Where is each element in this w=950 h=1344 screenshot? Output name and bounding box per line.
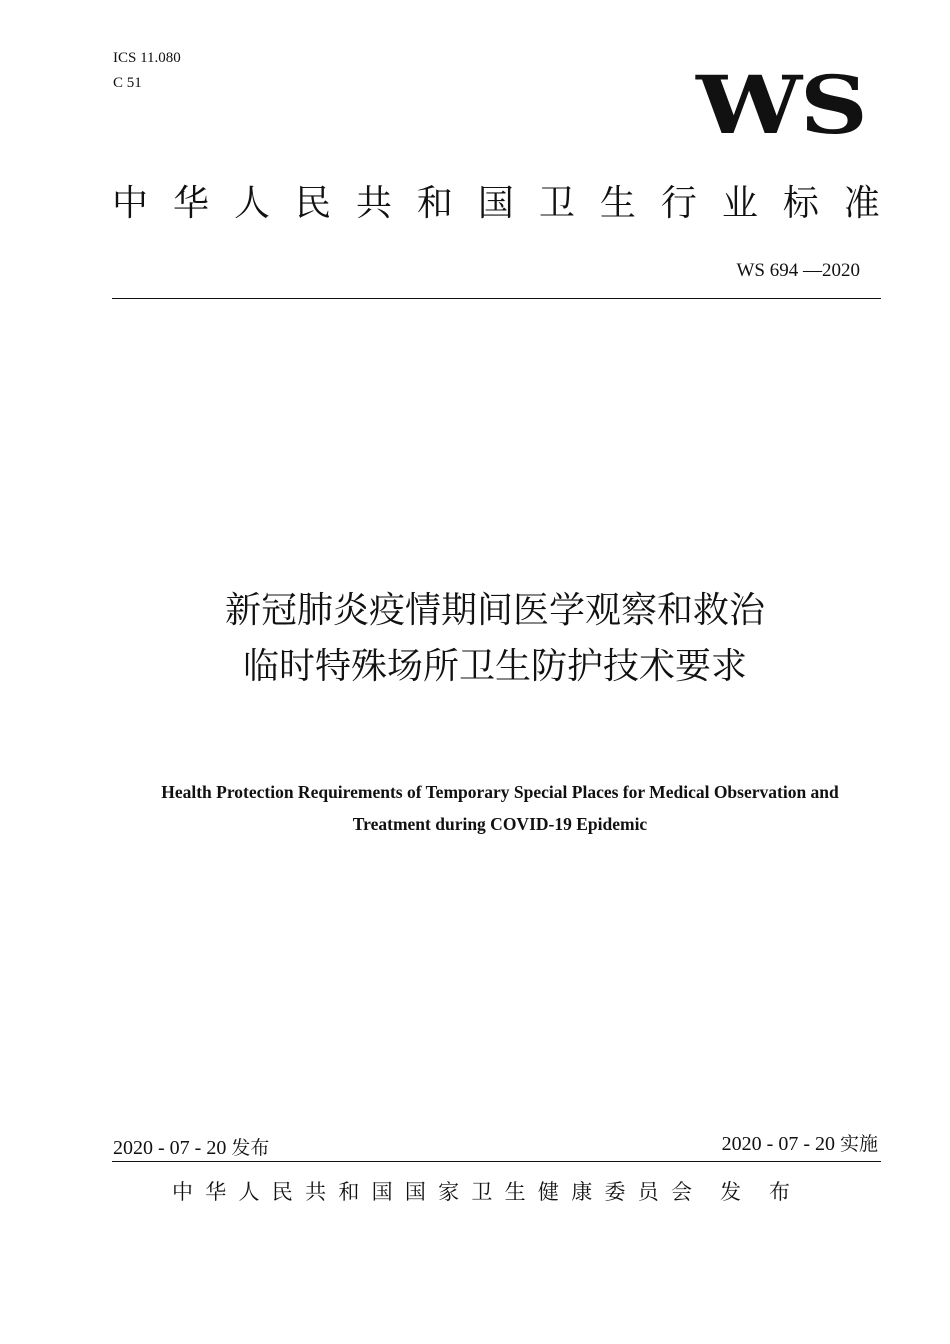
glyph: 会 [670,1180,692,1204]
issuing-authority [172,1176,692,1208]
glyph: 人 [233,183,270,224]
ccs-code: C 51 [113,75,142,91]
glyph: 国 [477,183,514,224]
footer-divider [112,1161,881,1162]
issue-date [113,1134,269,1162]
chinese-title-line-1: 新冠肺炎疫情期间医学观察和救治 [224,590,765,631]
glyph: 和 [416,183,453,224]
glyph: 标 [782,183,819,224]
glyph: 民 [294,183,331,224]
ws-logo: WS [696,58,866,152]
glyph: 共 [355,183,392,224]
chinese-title-line-2: 临时特殊场所卫生防护技术要求 [242,646,747,687]
glyph: 家 [438,1180,460,1204]
english-title [110,776,890,840]
glyph: 华 [172,183,209,224]
glyph: 卫 [538,183,575,224]
implementation-date [722,1130,878,1158]
header-divider [112,298,881,299]
glyph: 生 [504,1180,526,1204]
issuer-action [720,1176,790,1208]
standard-class-title [112,180,880,228]
glyph: 员 [637,1180,659,1204]
glyph: 布 [769,1180,790,1204]
glyph: 民 [271,1180,293,1204]
glyph: 华 [205,1180,227,1204]
issue-date-label: 发布 [231,1137,270,1159]
implementation-date-label: 实施 [839,1133,878,1155]
issue-date-value: 2020 - 07 - 20 [113,1137,227,1159]
glyph: 行 [660,183,697,224]
english-title-line-2: Treatment during COVID-19 Epidemic [352,814,648,834]
glyph: 准 [843,183,880,224]
chinese-title [0,583,950,695]
standard-number: WS 694 —2020 [736,260,860,281]
glyph: 共 [305,1180,327,1204]
glyph: 和 [338,1180,360,1204]
glyph: 中 [172,1180,193,1204]
glyph: 业 [721,183,758,224]
implementation-date-value: 2020 - 07 - 20 [721,1133,835,1155]
glyph: 发 [720,1180,741,1204]
glyph: 中 [112,183,149,224]
glyph: 健 [537,1180,559,1204]
glyph: 生 [599,183,636,224]
glyph: 委 [604,1180,626,1204]
glyph: 人 [238,1180,260,1204]
ics-code: ICS 11.080 [113,50,181,66]
glyph: 卫 [471,1180,493,1204]
glyph: 康 [571,1180,593,1204]
glyph: 国 [404,1180,426,1204]
english-title-line-1: Health Protection Requirements of Temporary Special Places for Medical Observation and [161,782,839,802]
glyph: 国 [371,1180,393,1204]
